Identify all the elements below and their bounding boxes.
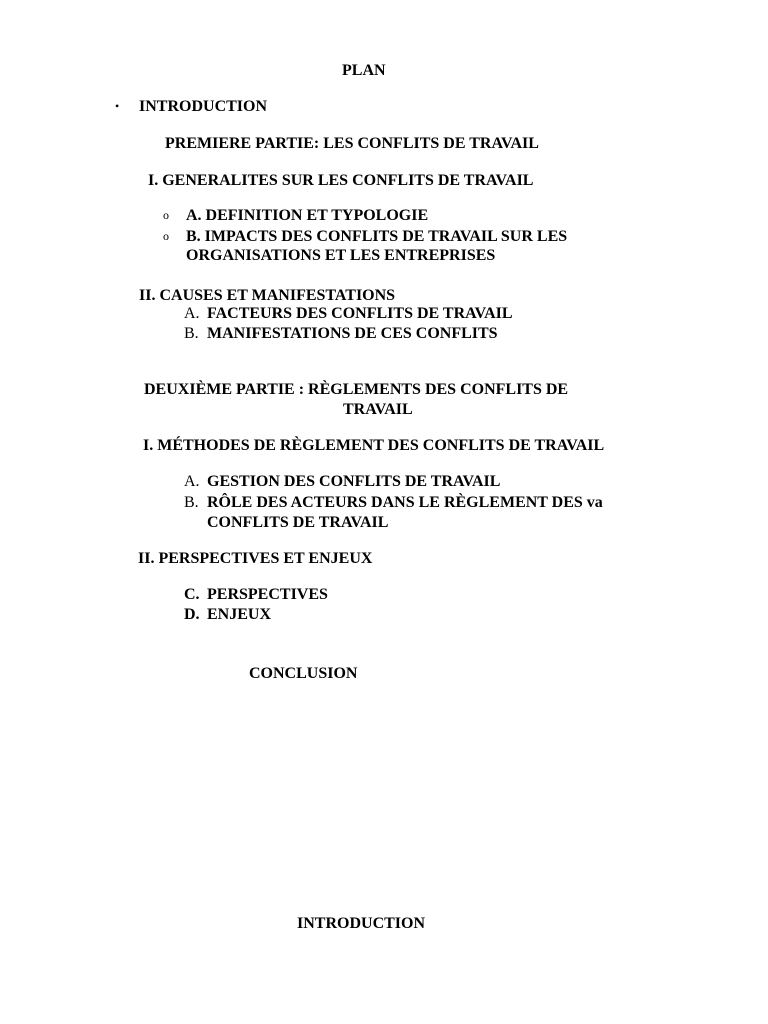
part2-s1-item-b-continuation: CONFLITS DE TRAVAIL [207,514,389,531]
part2-heading-continuation: TRAVAIL [343,401,413,418]
part2-s1-item-a [184,472,500,492]
list-item-text: ENJEUX [207,606,272,623]
list-item-text: PERSPECTIVES [207,586,328,603]
list-marker: A. [184,305,200,322]
part1-section1-title: I. GENERALITES SUR LES CONFLITS DE TRAVAIL [148,172,534,189]
part2-s2-item-c [184,585,328,605]
part1-s2-item-a [184,304,513,324]
list-item-text: GESTION DES CONFLITS DE TRAVAIL [207,473,501,490]
part1-s1-item-b: B. IMPACTS DES CONFLITS DE TRAVAIL SUR LES [186,228,568,245]
circle-bullet-icon: o [163,208,169,222]
part1-section2-title: II. CAUSES ET MANIFESTATIONS [139,287,396,304]
part1-s2-item-b [184,324,498,344]
part2-section2-title: II. PERSPECTIVES ET ENJEUX [138,550,373,567]
part2-heading: DEUXIÈME PARTIE : RÈGLEMENTS DES CONFLITS DE [144,381,569,398]
list-item-text: RÔLE DES ACTEURS DANS LE RÈGLEMENT DES va [207,494,603,511]
part2-s2-item-d [184,605,271,625]
list-marker: C. [184,586,200,603]
part1-s1-item-a: A. DEFINITION ET TYPOLOGIE [186,207,429,224]
list-marker: B. [184,494,199,511]
bullet-dot-icon: • [115,99,120,113]
plan-title: PLAN [342,62,386,79]
part2-s1-item-b [184,493,603,513]
part1-s1-item-b-continuation: ORGANISATIONS ET LES ENTREPRISES [186,247,496,264]
list-item-text: MANIFESTATIONS DE CES CONFLITS [207,325,498,342]
list-marker: B. [184,325,199,342]
intro-item: INTRODUCTION [139,98,268,115]
part2-section1-title: I. MÉTHODES DE RÈGLEMENT DES CONFLITS DE TRAVAIL [143,437,605,454]
part1-heading: PREMIERE PARTIE: LES CONFLITS DE TRAVAIL [165,135,539,152]
introduction-heading: INTRODUCTION [297,915,426,932]
list-marker: A. [184,473,200,490]
list-marker: D. [184,606,200,623]
circle-bullet-icon: o [163,229,169,243]
list-item-text: FACTEURS DES CONFLITS DE TRAVAIL [207,305,513,322]
conclusion-heading: CONCLUSION [249,665,358,682]
